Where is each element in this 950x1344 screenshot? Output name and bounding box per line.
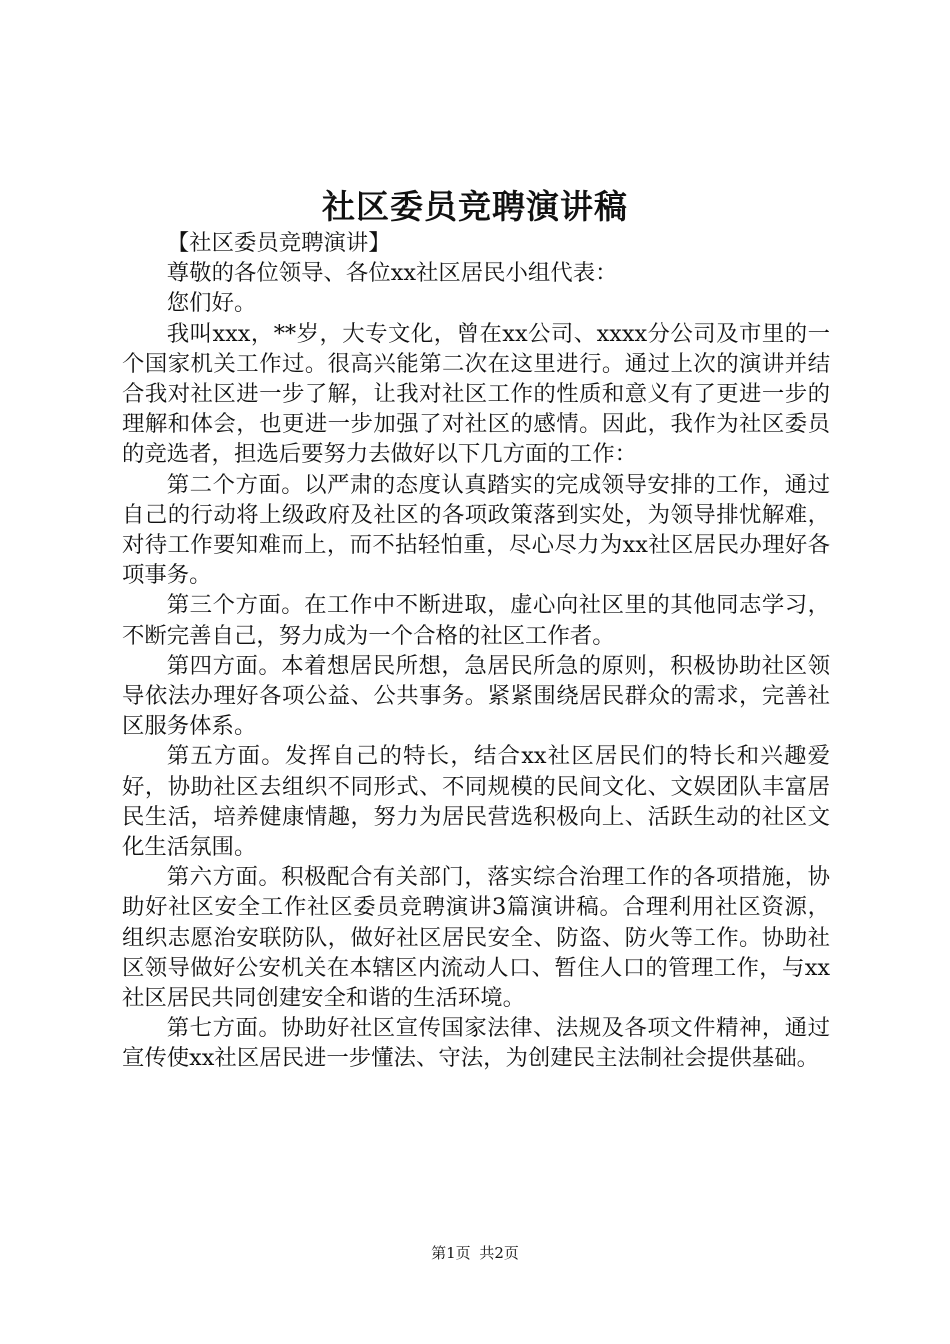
- page-footer: 第1页 共2页: [431, 1244, 519, 1262]
- paragraph-aspect-3: 第三个方面。在工作中不断进取，虚心向社区里的其他同志学习，不断完善自己，努力成为一个合格的社区工作者。: [122, 592, 830, 649]
- paragraph-aspect-6: 第六方面。积极配合有关部门，落实综合治理工作的各项措施，协助好社区安全工作社区委员竞聘演讲3篇演讲稿。合理利用社区资源，组织志愿治安联防队，做好社区居民安全、防盗、防火等工作。协助社区领导做好公安机关在本辖区内流动人口、暂住人口的管理工作，与xx社区居民共同创建安全和谐的生活环境。: [122, 864, 830, 1012]
- paragraph-aspect-4: 第四方面。本着想居民所想，急居民所急的原则，积极协助社区领导依法办理好各项公益、公共事务。紧紧围绕居民群众的需求，完善社区服务体系。: [122, 652, 830, 740]
- greeting: 您们好。: [166, 290, 257, 317]
- section-heading: 【社区委员竞聘演讲】: [166, 230, 391, 256]
- document-title: 社区委员竞聘演讲稿: [322, 187, 628, 226]
- paragraph-intro: 我叫xxx，**岁，大专文化，曾在xx公司、xxxx分公司及市里的一个国家机关工作过。很高兴能第二次在这里进行。通过上次的演讲并结合我对社区进一步了解，让我对社区工作的性质和意义有了更进一步的理解和体会，也更进一步加强了对社区的感情。因此，我作为社区委员的竞选者，担选后要努力去做好以下几方面的工作：: [122, 320, 830, 468]
- document-body: [122, 228, 830, 1074]
- paragraph-aspect-2: 第二个方面。以严肃的态度认真踏实的完成领导安排的工作，通过自己的行动将上级政府及社区的各项政策落到实处，为领导排忧解难，对待工作要知难而上，而不拈轻怕重，尽心尽力为xx社区居民办理好各项事务。: [122, 471, 830, 589]
- paragraph-aspect-7: 第七方面。协助好社区宣传国家法律、法规及各项文件精神，通过宣传使xx社区居民进一步懂法、守法，为创建民主法制社会提供基础。: [122, 1015, 830, 1072]
- paragraph-aspect-5: 第五方面。发挥自己的特长，结合xx社区居民们的特长和兴趣爱好，协助社区去组织不同形式、不同规模的民间文化、文娱团队丰富居民生活，培养健康情趣，努力为居民营选积极向上、活跃生动的社区文化生活氛围。: [122, 743, 830, 861]
- salutation: 尊敬的各位领导、各位xx社区居民小组代表：: [166, 260, 618, 287]
